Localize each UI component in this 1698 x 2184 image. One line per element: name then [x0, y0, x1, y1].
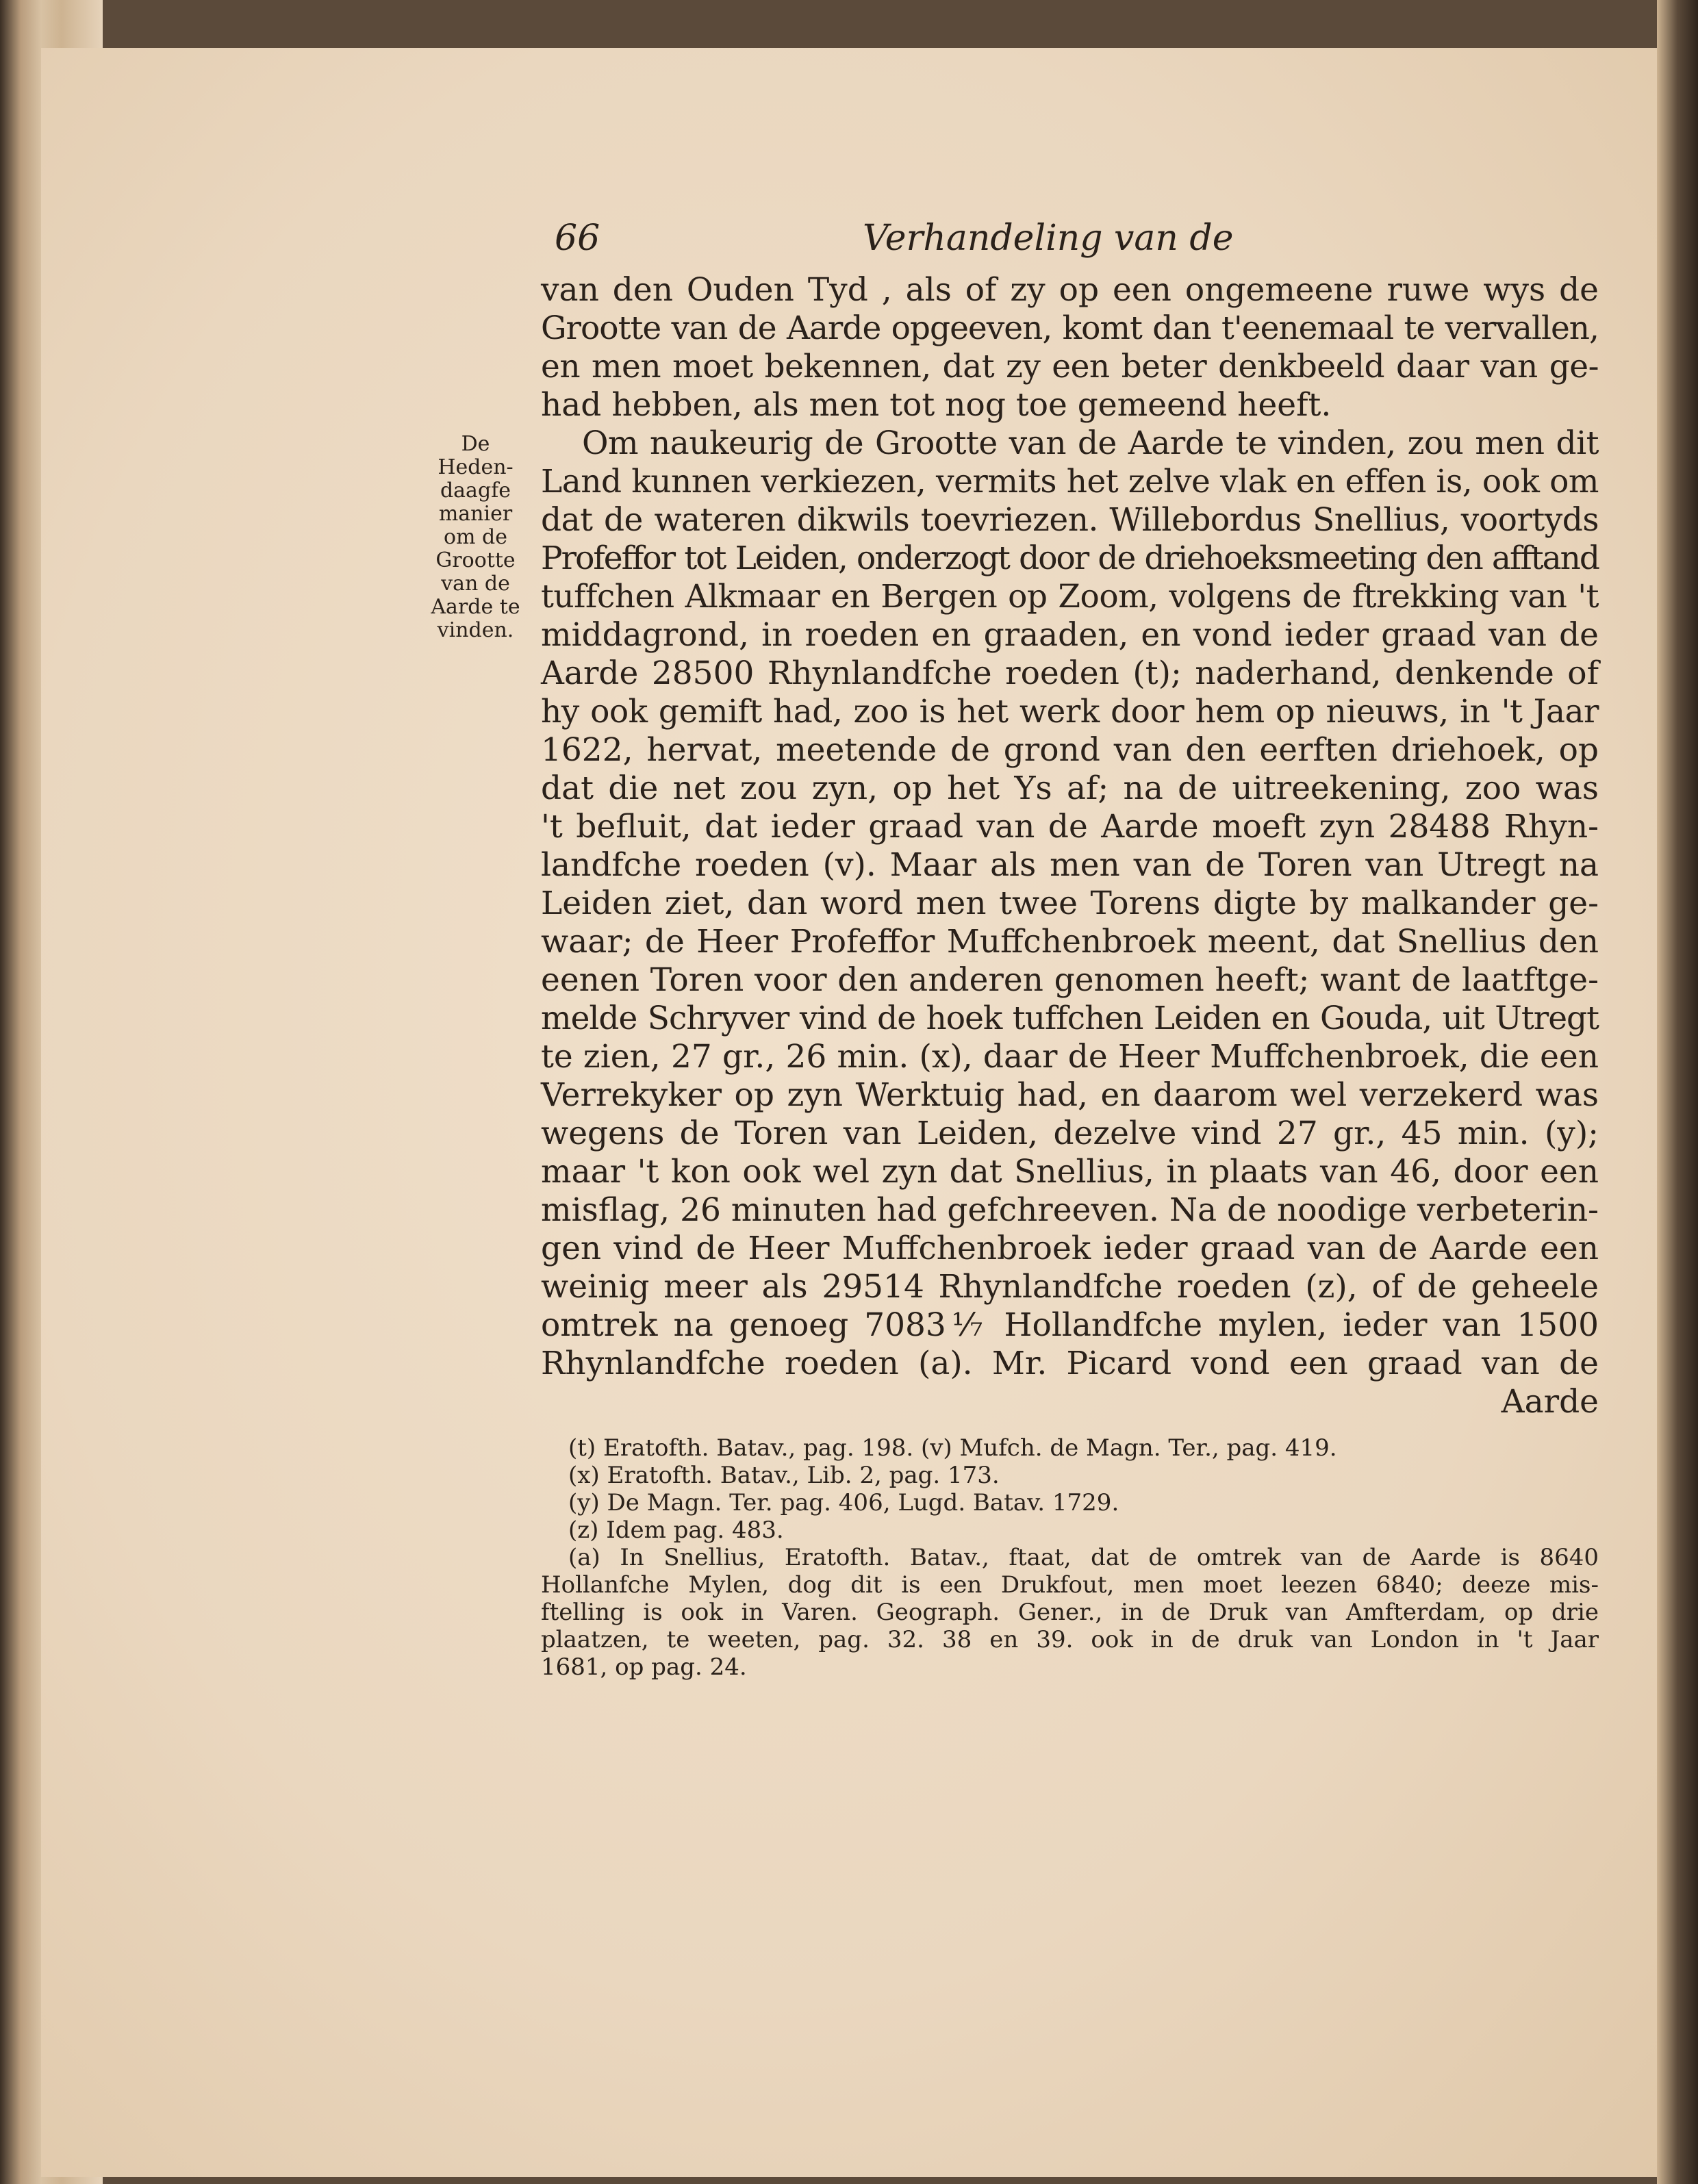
text-line: dat die net zou zyn, op het Ys af; na de uitreekening, zoo was — [541, 770, 1599, 807]
page-header — [541, 218, 1599, 259]
text-line: misflag, 26 minuten had gefchreeven. Na de noodige verbeterin- — [541, 1191, 1599, 1229]
text-line: wegens de Toren van Leiden, dezelve vind 27 gr., 45 min. (y); — [541, 1115, 1599, 1152]
text-line: maar 't kon ook wel zyn dat Snellius, in plaats van 46, door een — [541, 1153, 1599, 1191]
page-number: 66 — [555, 218, 600, 259]
text-line: Land kunnen verkiezen, vermits het zelve vlak en effen is, ook om — [541, 463, 1599, 500]
footnote-line: Hollanfche Mylen, dog dit is een Drukfout, men moet leezen 6840; deeze mis- — [541, 1571, 1599, 1599]
margin-note-line: van de — [441, 572, 510, 596]
footnote-line: (a) In Snellius, Eratofth. Batav., ftaat, dat de omtrek van de Aarde is 8640 — [568, 1544, 1599, 1571]
text-line: van den Ouden Tyd , als of zy op een ongemeene ruwe wys de — [541, 271, 1599, 309]
text-line: melde Schryver vind de hoek tuffchen Leiden en Gouda, uit Utregt — [541, 1000, 1599, 1037]
margin-note-line: Heden- — [438, 455, 514, 479]
footnote-line: (z) Idem pag. 483. — [568, 1516, 784, 1544]
footnote-line: (x) Eratofth. Batav., Lib. 2, pag. 173. — [568, 1462, 1000, 1489]
book-gutter-right — [1657, 0, 1698, 2184]
margin-note-line: Grootte — [435, 548, 516, 572]
text-line: gen vind de Heer Muffchenbroek ieder graad van de Aarde een — [541, 1230, 1599, 1267]
margin-note — [419, 433, 532, 642]
text-line: 1622, hervat, meetende de grond van den eerften driehoek, op — [541, 731, 1599, 769]
margin-note-line: manier — [438, 502, 513, 526]
footnote-line: (t) Eratofth. Batav., pag. 198. (v) Mufch. de Magn. Ter., pag. 419. — [568, 1434, 1337, 1462]
text-line: Verrekyker op zyn Werktuig had, en daarom wel verzekerd was — [541, 1076, 1599, 1114]
text-line: en men moet bekennen, dat zy een beter denkbeeld daar van ge- — [541, 348, 1599, 385]
margin-note-line: daagfe — [440, 479, 511, 503]
text-line: Aarde — [1501, 1383, 1599, 1421]
margin-note-line: vinden. — [437, 618, 514, 642]
footnotes — [541, 1434, 1599, 1681]
text-line: Om naukeurig de Grootte van de Aarde te vinden, zou men dit — [582, 424, 1599, 462]
footnote-line: 1681, op pag. 24. — [541, 1653, 747, 1681]
running-head: Verhandeling van de — [863, 218, 1234, 259]
text-line: eenen Toren voor den anderen genomen heeft; want de laatftge- — [541, 961, 1599, 999]
margin-note-line: om de — [443, 525, 507, 549]
footnote-line: ftelling is ook in Varen. Geograph. Gener., in de Druk van Amfterdam, op drie — [541, 1599, 1599, 1626]
text-line: waar; de Heer Profeffor Muffchenbroek meent, dat Snellius den — [541, 923, 1599, 961]
text-line: landfche roeden (v). Maar als men van de Toren van Utregt na — [541, 846, 1599, 884]
text-line: Aarde 28500 Rhynlandfche roeden (t); naderhand, denkende of — [541, 655, 1599, 692]
text-line: 't befluit, dat ieder graad van de Aarde moeft zyn 28488 Rhyn- — [541, 808, 1599, 846]
margin-note-line: Aarde te — [431, 595, 520, 619]
text-line: hy ook gemift had, zoo is het werk door hem op nieuws, in 't Jaar — [541, 693, 1599, 731]
text-line: te zien, 27 gr., 26 min. (x), daar de Heer Muffchenbroek, die een — [541, 1038, 1599, 1076]
margin-note-line: De — [461, 432, 490, 456]
text-line: tuffchen Alkmaar en Bergen op Zoom, volgens de ftrekking van 't — [541, 578, 1599, 615]
footnote-line: (y) De Magn. Ter. pag. 406, Lugd. Batav. 1729. — [568, 1489, 1119, 1516]
text-line: Leiden ziet, dan word men twee Torens digte by malkander ge- — [541, 885, 1599, 922]
text-line: dat de wateren dikwils toevriezen. Willebordus Snellius, voortyds — [541, 501, 1599, 539]
footnote-line: plaatzen, te weeten, pag. 32. 38 en 39. ook in de druk van London in 't Jaar — [541, 1626, 1599, 1653]
text-line: Rhynlandfche roeden (a). Mr. Picard vond een graad van de — [541, 1345, 1599, 1382]
text-line: weinig meer als 29514 Rhynlandfche roeden (z), of de geheele — [541, 1268, 1599, 1306]
text-line: omtrek na genoeg 7083⅐ Hollandfche mylen, ieder van 1500 — [541, 1306, 1599, 1344]
body-text — [541, 271, 1599, 1421]
text-line: Grootte van de Aarde opgeeven, komt dan t'eenemaal te vervallen, — [541, 309, 1599, 347]
text-line: Profeffor tot Leiden, onderzogt door de driehoeksmeeting den afftand — [541, 539, 1599, 577]
text-line: had hebben, als men tot nog toe gemeend heeft. — [541, 386, 1332, 424]
text-line: middagrond, in roeden en graaden, en vond ieder graad van de — [541, 616, 1599, 654]
